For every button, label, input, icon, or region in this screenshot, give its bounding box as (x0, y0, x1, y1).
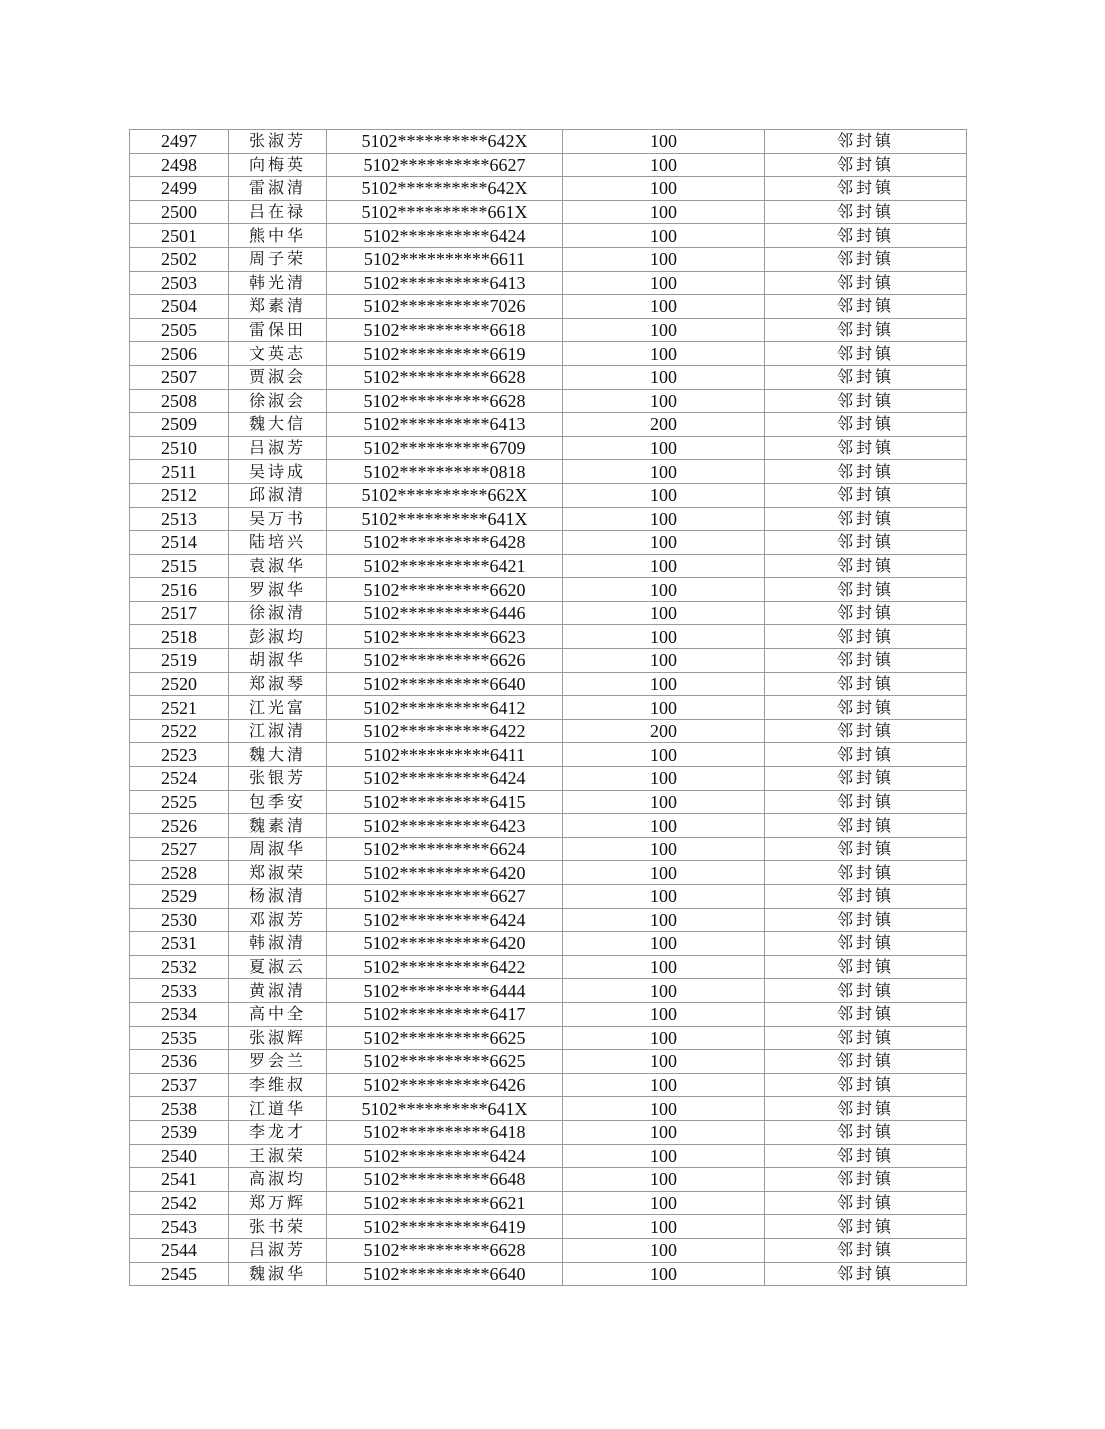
table-row (130, 790, 967, 814)
town-cell: 邻封镇 (765, 719, 967, 743)
table-row (130, 696, 967, 720)
town-cell: 邻封镇 (765, 247, 967, 271)
row-number-cell: 2531 (130, 932, 229, 956)
amount-cell: 100 (563, 318, 765, 342)
row-number-cell: 2505 (130, 318, 229, 342)
amount-cell: 100 (563, 200, 765, 224)
masked-id-cell: 5102**********6627 (327, 885, 563, 909)
table-row (130, 1120, 967, 1144)
town-cell: 邻封镇 (765, 200, 967, 224)
table-row (130, 507, 967, 531)
amount-cell: 100 (563, 295, 765, 319)
masked-id-cell: 5102**********6413 (327, 271, 563, 295)
masked-id-cell: 5102**********6419 (327, 1215, 563, 1239)
amount-cell: 100 (563, 625, 765, 649)
town-cell: 邻封镇 (765, 224, 967, 248)
table-row (130, 1215, 967, 1239)
person-name-cell: 夏淑云 (229, 955, 327, 979)
row-number-cell: 2515 (130, 554, 229, 578)
table-row (130, 318, 967, 342)
amount-cell: 100 (563, 1191, 765, 1215)
person-name-cell: 韩光清 (229, 271, 327, 295)
table-row (130, 767, 967, 791)
table-row (130, 200, 967, 224)
table-row (130, 295, 967, 319)
row-number-cell: 2524 (130, 767, 229, 791)
amount-cell: 100 (563, 932, 765, 956)
masked-id-cell: 5102**********6625 (327, 1026, 563, 1050)
masked-id-cell: 5102**********6411 (327, 743, 563, 767)
person-name-cell: 袁淑华 (229, 554, 327, 578)
town-cell: 邻封镇 (765, 507, 967, 531)
masked-id-cell: 5102**********7026 (327, 295, 563, 319)
masked-id-cell: 5102**********6417 (327, 1002, 563, 1026)
masked-id-cell: 5102**********6412 (327, 696, 563, 720)
table-row (130, 1097, 967, 1121)
masked-id-cell: 5102**********642X (327, 177, 563, 201)
table-row (130, 1002, 967, 1026)
person-name-cell: 罗淑华 (229, 578, 327, 602)
person-name-cell: 吕淑芳 (229, 1238, 327, 1262)
masked-id-cell: 5102**********6625 (327, 1050, 563, 1074)
row-number-cell: 2509 (130, 413, 229, 437)
row-number-cell: 2541 (130, 1168, 229, 1192)
row-number-cell: 2522 (130, 719, 229, 743)
person-name-cell: 包季安 (229, 790, 327, 814)
masked-id-cell: 5102**********6418 (327, 1120, 563, 1144)
masked-id-cell: 5102**********662X (327, 483, 563, 507)
town-cell: 邻封镇 (765, 932, 967, 956)
town-cell: 邻封镇 (765, 790, 967, 814)
amount-cell: 100 (563, 814, 765, 838)
town-cell: 邻封镇 (765, 1002, 967, 1026)
town-cell: 邻封镇 (765, 271, 967, 295)
row-number-cell: 2502 (130, 247, 229, 271)
masked-id-cell: 5102**********6444 (327, 979, 563, 1003)
town-cell: 邻封镇 (765, 578, 967, 602)
amount-cell: 100 (563, 672, 765, 696)
masked-id-cell: 5102**********6421 (327, 554, 563, 578)
amount-cell: 100 (563, 979, 765, 1003)
row-number-cell: 2497 (130, 130, 229, 154)
row-number-cell: 2540 (130, 1144, 229, 1168)
masked-id-cell: 5102**********6415 (327, 790, 563, 814)
person-name-cell: 高中全 (229, 1002, 327, 1026)
town-cell: 邻封镇 (765, 413, 967, 437)
town-cell: 邻封镇 (765, 1215, 967, 1239)
town-cell: 邻封镇 (765, 861, 967, 885)
person-name-cell: 魏大清 (229, 743, 327, 767)
row-number-cell: 2533 (130, 979, 229, 1003)
person-name-cell: 郑素清 (229, 295, 327, 319)
town-cell: 邻封镇 (765, 908, 967, 932)
row-number-cell: 2526 (130, 814, 229, 838)
row-number-cell: 2539 (130, 1120, 229, 1144)
amount-cell: 100 (563, 342, 765, 366)
person-name-cell: 吕淑芳 (229, 436, 327, 460)
table-row (130, 1144, 967, 1168)
table-row (130, 1238, 967, 1262)
amount-cell: 100 (563, 389, 765, 413)
row-number-cell: 2512 (130, 483, 229, 507)
masked-id-cell: 5102**********6611 (327, 247, 563, 271)
table-row (130, 837, 967, 861)
table-row (130, 672, 967, 696)
table-row (130, 153, 967, 177)
row-number-cell: 2519 (130, 649, 229, 673)
table-row (130, 601, 967, 625)
person-name-cell: 徐淑会 (229, 389, 327, 413)
row-number-cell: 2525 (130, 790, 229, 814)
amount-cell: 100 (563, 507, 765, 531)
person-name-cell: 徐淑清 (229, 601, 327, 625)
person-name-cell: 罗会兰 (229, 1050, 327, 1074)
masked-id-cell: 5102**********6623 (327, 625, 563, 649)
amount-cell: 100 (563, 1168, 765, 1192)
row-number-cell: 2538 (130, 1097, 229, 1121)
person-name-cell: 周子荣 (229, 247, 327, 271)
town-cell: 邻封镇 (765, 1050, 967, 1074)
town-cell: 邻封镇 (765, 1238, 967, 1262)
table-row (130, 719, 967, 743)
row-number-cell: 2511 (130, 460, 229, 484)
masked-id-cell: 5102**********641X (327, 1097, 563, 1121)
town-cell: 邻封镇 (765, 554, 967, 578)
town-cell: 邻封镇 (765, 153, 967, 177)
person-name-cell: 胡淑华 (229, 649, 327, 673)
table-row (130, 177, 967, 201)
row-number-cell: 2500 (130, 200, 229, 224)
person-name-cell: 文英志 (229, 342, 327, 366)
amount-cell: 100 (563, 247, 765, 271)
table-row (130, 389, 967, 413)
masked-id-cell: 5102**********6618 (327, 318, 563, 342)
town-cell: 邻封镇 (765, 460, 967, 484)
row-number-cell: 2523 (130, 743, 229, 767)
person-name-cell: 杨淑清 (229, 885, 327, 909)
town-cell: 邻封镇 (765, 389, 967, 413)
table-row (130, 649, 967, 673)
town-cell: 邻封镇 (765, 1191, 967, 1215)
amount-cell: 100 (563, 790, 765, 814)
table-row (130, 932, 967, 956)
masked-id-cell: 5102**********6424 (327, 767, 563, 791)
row-number-cell: 2499 (130, 177, 229, 201)
town-cell: 邻封镇 (765, 1073, 967, 1097)
person-name-cell: 贾淑会 (229, 365, 327, 389)
amount-cell: 100 (563, 531, 765, 555)
row-number-cell: 2543 (130, 1215, 229, 1239)
table-row (130, 955, 967, 979)
amount-cell: 100 (563, 861, 765, 885)
table-row (130, 271, 967, 295)
person-name-cell: 吴万书 (229, 507, 327, 531)
table-row (130, 908, 967, 932)
row-number-cell: 2498 (130, 153, 229, 177)
amount-cell: 100 (563, 837, 765, 861)
table-row (130, 342, 967, 366)
town-cell: 邻封镇 (765, 1168, 967, 1192)
amount-cell: 100 (563, 908, 765, 932)
person-name-cell: 张书荣 (229, 1215, 327, 1239)
person-name-cell: 邱淑清 (229, 483, 327, 507)
table-row (130, 743, 967, 767)
row-number-cell: 2513 (130, 507, 229, 531)
town-cell: 邻封镇 (765, 1262, 967, 1286)
amount-cell: 200 (563, 413, 765, 437)
table-row (130, 885, 967, 909)
amount-cell: 100 (563, 460, 765, 484)
table-row (130, 1050, 967, 1074)
masked-id-cell: 5102**********6627 (327, 153, 563, 177)
row-number-cell: 2506 (130, 342, 229, 366)
masked-id-cell: 5102**********6424 (327, 908, 563, 932)
row-number-cell: 2501 (130, 224, 229, 248)
masked-id-cell: 5102**********641X (327, 507, 563, 531)
person-name-cell: 郑万辉 (229, 1191, 327, 1215)
town-cell: 邻封镇 (765, 885, 967, 909)
row-number-cell: 2535 (130, 1026, 229, 1050)
row-number-cell: 2518 (130, 625, 229, 649)
table-row (130, 1168, 967, 1192)
town-cell: 邻封镇 (765, 342, 967, 366)
person-name-cell: 吴诗成 (229, 460, 327, 484)
table-row (130, 1026, 967, 1050)
town-cell: 邻封镇 (765, 837, 967, 861)
town-cell: 邻封镇 (765, 767, 967, 791)
table-row (130, 436, 967, 460)
town-cell: 邻封镇 (765, 365, 967, 389)
amount-cell: 100 (563, 578, 765, 602)
masked-id-cell: 5102**********0818 (327, 460, 563, 484)
person-name-cell: 郑淑琴 (229, 672, 327, 696)
row-number-cell: 2537 (130, 1073, 229, 1097)
table-row (130, 247, 967, 271)
masked-id-cell: 5102**********6640 (327, 672, 563, 696)
amount-cell: 100 (563, 554, 765, 578)
row-number-cell: 2528 (130, 861, 229, 885)
table-row (130, 365, 967, 389)
row-number-cell: 2530 (130, 908, 229, 932)
row-number-cell: 2508 (130, 389, 229, 413)
masked-id-cell: 5102**********661X (327, 200, 563, 224)
masked-id-cell: 5102**********6620 (327, 578, 563, 602)
row-number-cell: 2544 (130, 1238, 229, 1262)
town-cell: 邻封镇 (765, 1144, 967, 1168)
town-cell: 邻封镇 (765, 1097, 967, 1121)
row-number-cell: 2542 (130, 1191, 229, 1215)
amount-cell: 100 (563, 649, 765, 673)
masked-id-cell: 5102**********6648 (327, 1168, 563, 1192)
masked-id-cell: 5102**********6424 (327, 1144, 563, 1168)
row-number-cell: 2534 (130, 1002, 229, 1026)
person-name-cell: 魏淑华 (229, 1262, 327, 1286)
table-row (130, 578, 967, 602)
amount-cell: 100 (563, 130, 765, 154)
masked-id-cell: 5102**********6709 (327, 436, 563, 460)
masked-id-cell: 5102**********6628 (327, 365, 563, 389)
masked-id-cell: 5102**********6628 (327, 1238, 563, 1262)
amount-cell: 100 (563, 601, 765, 625)
row-number-cell: 2532 (130, 955, 229, 979)
town-cell: 邻封镇 (765, 1026, 967, 1050)
amount-cell: 100 (563, 436, 765, 460)
table-row (130, 1191, 967, 1215)
table-row (130, 483, 967, 507)
masked-id-cell: 5102**********6619 (327, 342, 563, 366)
amount-cell: 100 (563, 767, 765, 791)
row-number-cell: 2527 (130, 837, 229, 861)
person-name-cell: 郑淑荣 (229, 861, 327, 885)
person-name-cell: 王淑荣 (229, 1144, 327, 1168)
person-name-cell: 周淑华 (229, 837, 327, 861)
table-row (130, 224, 967, 248)
masked-id-cell: 5102**********6640 (327, 1262, 563, 1286)
amount-cell: 100 (563, 955, 765, 979)
amount-cell: 100 (563, 1238, 765, 1262)
row-number-cell: 2514 (130, 531, 229, 555)
person-name-cell: 江道华 (229, 1097, 327, 1121)
town-cell: 邻封镇 (765, 814, 967, 838)
town-cell: 邻封镇 (765, 625, 967, 649)
town-cell: 邻封镇 (765, 979, 967, 1003)
person-name-cell: 李维叔 (229, 1073, 327, 1097)
row-number-cell: 2516 (130, 578, 229, 602)
person-name-cell: 雷淑清 (229, 177, 327, 201)
table-row (130, 979, 967, 1003)
row-number-cell: 2507 (130, 365, 229, 389)
amount-cell: 100 (563, 1073, 765, 1097)
person-name-cell: 李龙才 (229, 1120, 327, 1144)
town-cell: 邻封镇 (765, 295, 967, 319)
amount-cell: 100 (563, 1097, 765, 1121)
person-name-cell: 熊中华 (229, 224, 327, 248)
table-row (130, 814, 967, 838)
person-name-cell: 魏素清 (229, 814, 327, 838)
amount-cell: 100 (563, 1026, 765, 1050)
person-name-cell: 魏大信 (229, 413, 327, 437)
person-name-cell: 陆培兴 (229, 531, 327, 555)
amount-cell: 100 (563, 153, 765, 177)
table-row (130, 413, 967, 437)
table-row (130, 460, 967, 484)
row-number-cell: 2536 (130, 1050, 229, 1074)
town-cell: 邻封镇 (765, 177, 967, 201)
amount-cell: 200 (563, 719, 765, 743)
table-row (130, 1073, 967, 1097)
town-cell: 邻封镇 (765, 601, 967, 625)
person-name-cell: 韩淑清 (229, 932, 327, 956)
person-name-cell: 邓淑芳 (229, 908, 327, 932)
row-number-cell: 2520 (130, 672, 229, 696)
person-name-cell: 江淑清 (229, 719, 327, 743)
amount-cell: 100 (563, 365, 765, 389)
person-name-cell: 向梅英 (229, 153, 327, 177)
roster-table-body (130, 130, 967, 1286)
roster-table (129, 129, 967, 1286)
amount-cell: 100 (563, 1050, 765, 1074)
person-name-cell: 雷保田 (229, 318, 327, 342)
person-name-cell: 张淑辉 (229, 1026, 327, 1050)
town-cell: 邻封镇 (765, 130, 967, 154)
person-name-cell: 彭淑均 (229, 625, 327, 649)
masked-id-cell: 5102**********6423 (327, 814, 563, 838)
amount-cell: 100 (563, 1144, 765, 1168)
town-cell: 邻封镇 (765, 1120, 967, 1144)
masked-id-cell: 5102**********6422 (327, 719, 563, 743)
amount-cell: 100 (563, 696, 765, 720)
table-row (130, 554, 967, 578)
amount-cell: 100 (563, 743, 765, 767)
masked-id-cell: 5102**********6628 (327, 389, 563, 413)
town-cell: 邻封镇 (765, 531, 967, 555)
person-name-cell: 黄淑清 (229, 979, 327, 1003)
table-row (130, 130, 967, 154)
person-name-cell: 高淑均 (229, 1168, 327, 1192)
town-cell: 邻封镇 (765, 483, 967, 507)
row-number-cell: 2545 (130, 1262, 229, 1286)
person-name-cell: 张淑芳 (229, 130, 327, 154)
row-number-cell: 2529 (130, 885, 229, 909)
table-row (130, 1262, 967, 1286)
masked-id-cell: 5102**********6413 (327, 413, 563, 437)
town-cell: 邻封镇 (765, 743, 967, 767)
town-cell: 邻封镇 (765, 672, 967, 696)
person-name-cell: 江光富 (229, 696, 327, 720)
amount-cell: 100 (563, 483, 765, 507)
masked-id-cell: 5102**********6624 (327, 837, 563, 861)
masked-id-cell: 5102**********6422 (327, 955, 563, 979)
amount-cell: 100 (563, 1215, 765, 1239)
amount-cell: 100 (563, 1120, 765, 1144)
table-row (130, 861, 967, 885)
amount-cell: 100 (563, 177, 765, 201)
masked-id-cell: 5102**********6428 (327, 531, 563, 555)
masked-id-cell: 5102**********6420 (327, 861, 563, 885)
town-cell: 邻封镇 (765, 318, 967, 342)
row-number-cell: 2517 (130, 601, 229, 625)
amount-cell: 100 (563, 271, 765, 295)
masked-id-cell: 5102**********6420 (327, 932, 563, 956)
masked-id-cell: 5102**********6426 (327, 1073, 563, 1097)
town-cell: 邻封镇 (765, 649, 967, 673)
amount-cell: 100 (563, 1002, 765, 1026)
town-cell: 邻封镇 (765, 955, 967, 979)
row-number-cell: 2510 (130, 436, 229, 460)
row-number-cell: 2503 (130, 271, 229, 295)
masked-id-cell: 5102**********6446 (327, 601, 563, 625)
amount-cell: 100 (563, 224, 765, 248)
town-cell: 邻封镇 (765, 696, 967, 720)
masked-id-cell: 5102**********6626 (327, 649, 563, 673)
table-row (130, 625, 967, 649)
table-row (130, 531, 967, 555)
row-number-cell: 2521 (130, 696, 229, 720)
amount-cell: 100 (563, 1262, 765, 1286)
person-name-cell: 张银芳 (229, 767, 327, 791)
masked-id-cell: 5102**********642X (327, 130, 563, 154)
masked-id-cell: 5102**********6621 (327, 1191, 563, 1215)
town-cell: 邻封镇 (765, 436, 967, 460)
person-name-cell: 吕在禄 (229, 200, 327, 224)
row-number-cell: 2504 (130, 295, 229, 319)
amount-cell: 100 (563, 885, 765, 909)
masked-id-cell: 5102**********6424 (327, 224, 563, 248)
